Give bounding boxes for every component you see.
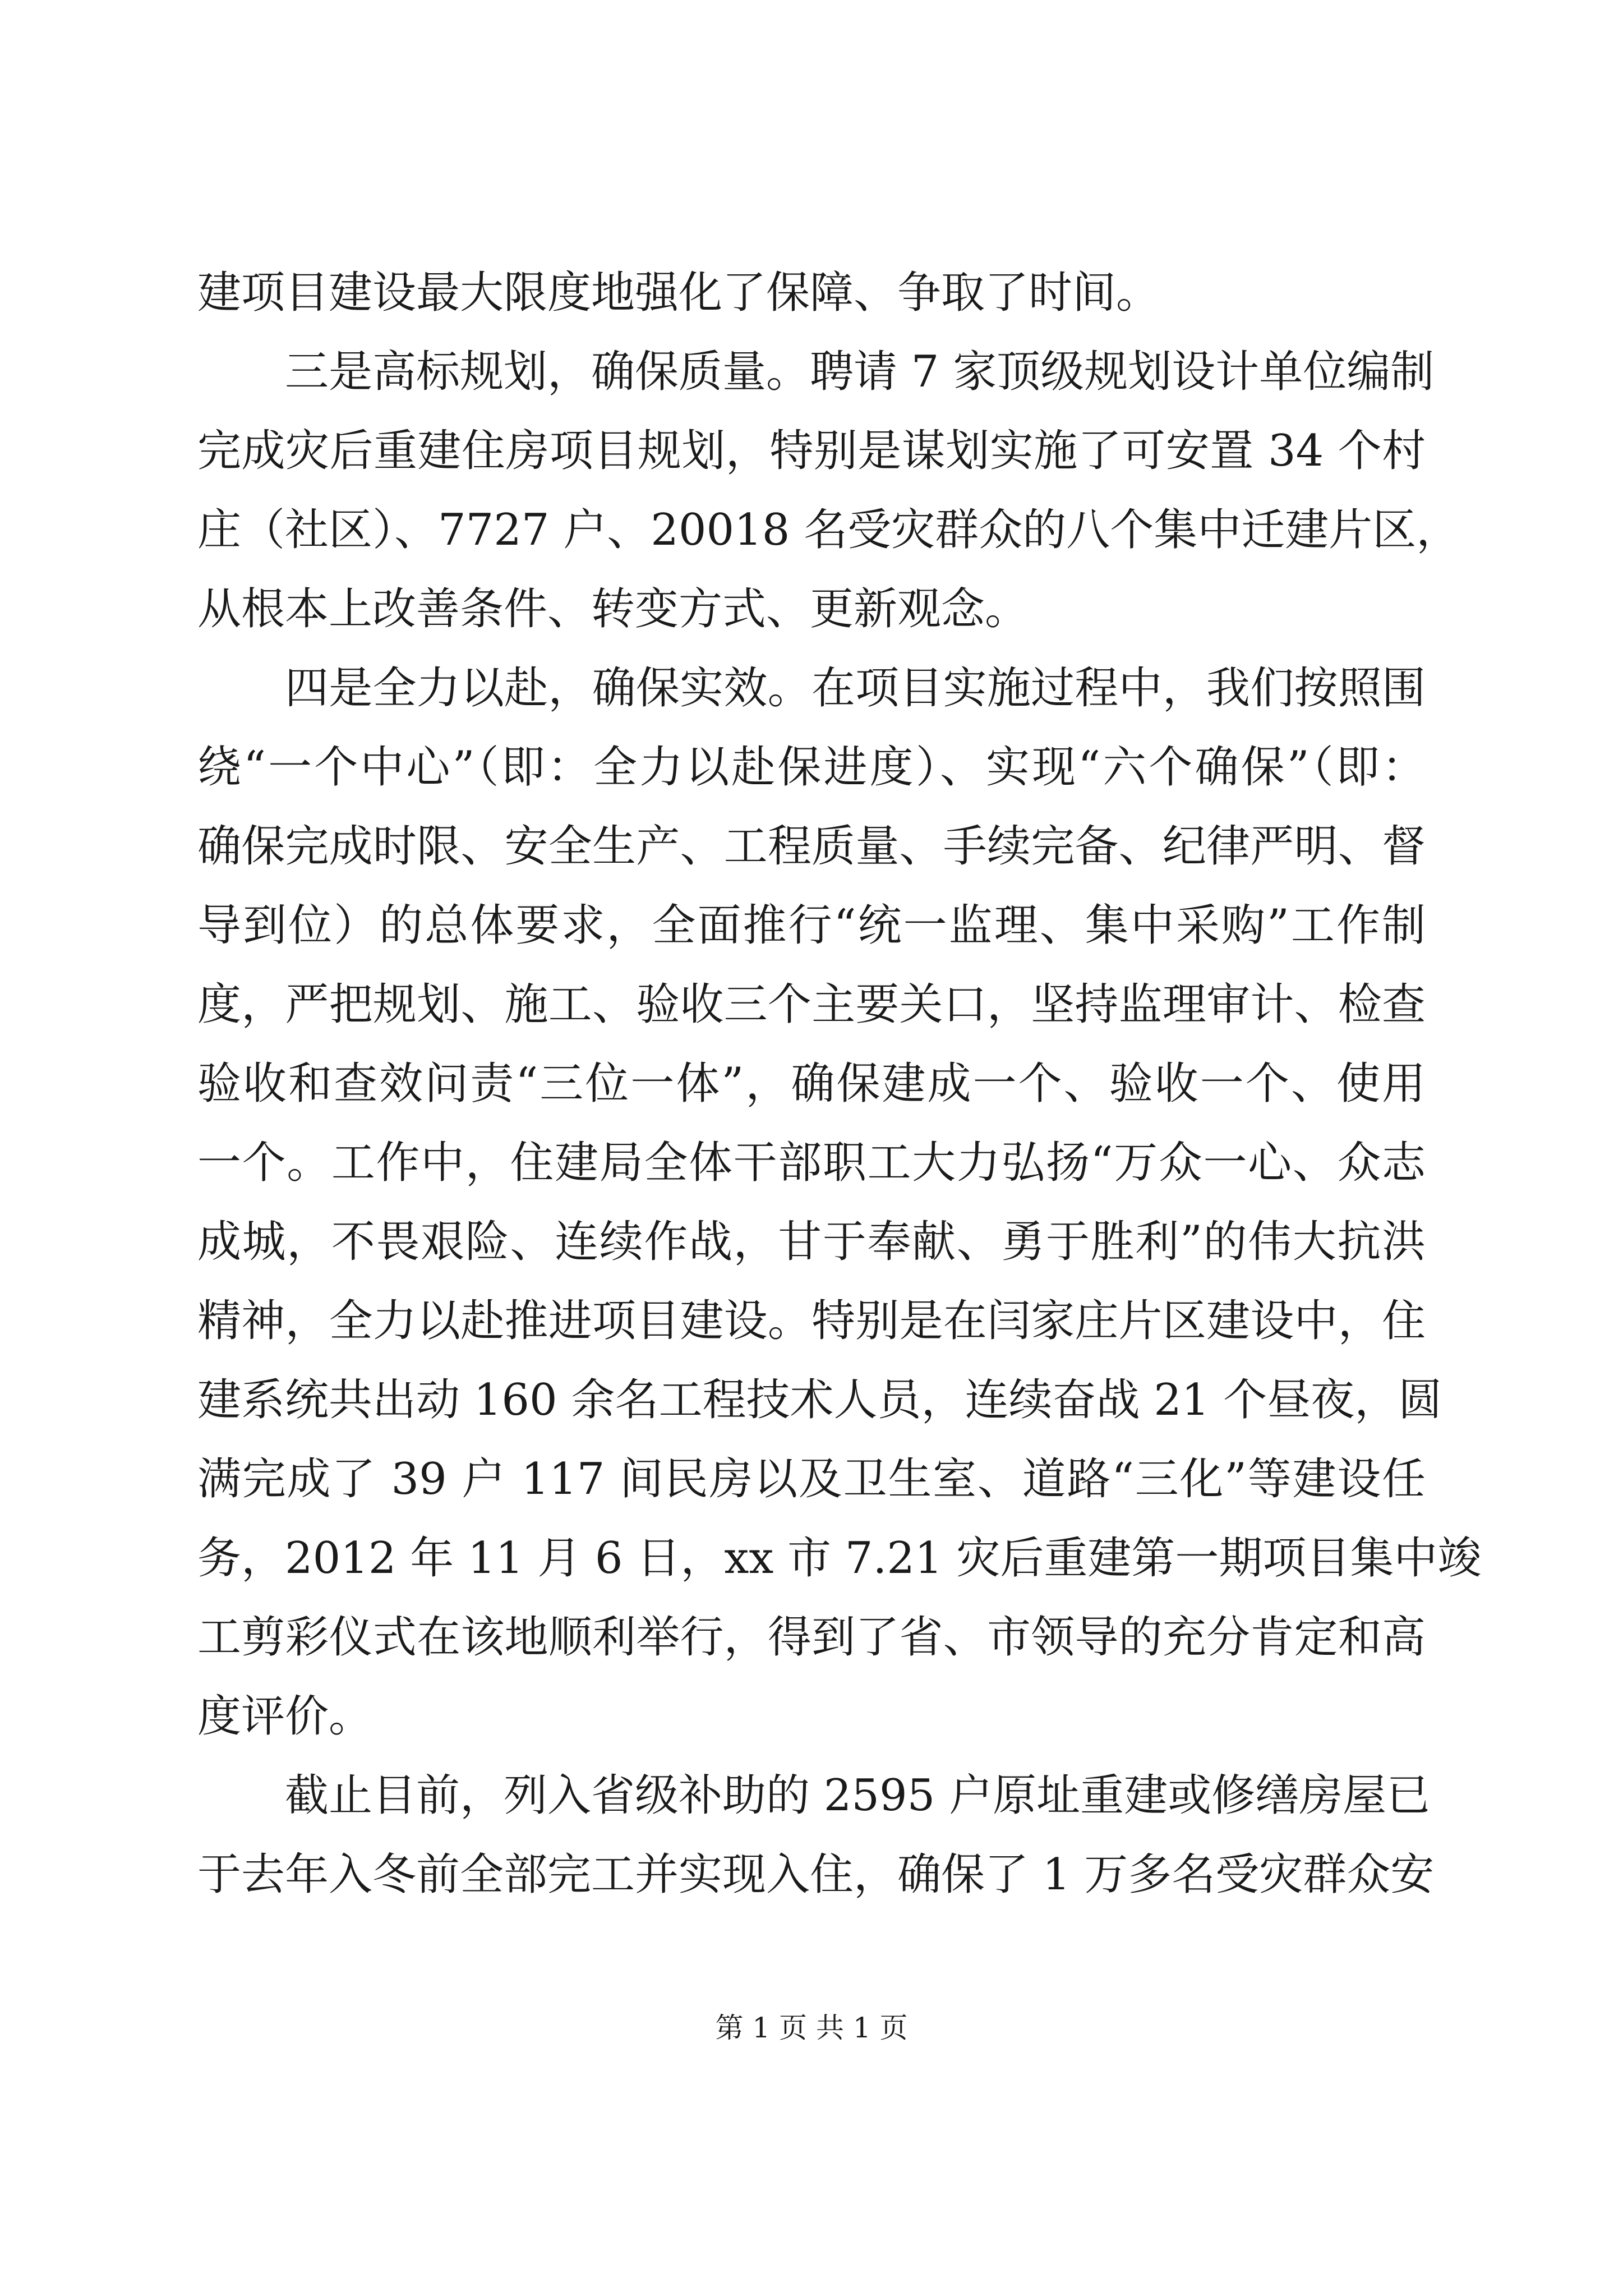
paragraph-first-line: 截止目前，列入省级补助的 2595 户原址重建或修缮房屋已 <box>285 1770 1431 1821</box>
text-line: 满完成了 39 户 117 间民房以及卫生室、道路“三化”等建设任 <box>197 1454 1426 1504</box>
text-line: 度评价。 <box>197 1691 373 1742</box>
text-line: 工剪彩仪式在该地顺利举行，得到了省、市领导的充分肯定和高 <box>197 1612 1426 1663</box>
text-line: 成城，不畏艰险、连续作战，甘于奉献、勇于胜利”的伟大抗洪 <box>197 1217 1426 1267</box>
text-line: 导到位）的总体要求，全面推行“统一监理、集中采购”工作制 <box>197 900 1426 951</box>
text-line: 建系统共出动 160 余名工程技术人员，连续奋战 21 个昼夜，圆 <box>197 1375 1442 1425</box>
text-line: 精神，全力以赴推进项目建设。特别是在闫家庄片区建设中，住 <box>197 1296 1426 1346</box>
text-line: 务，2012 年 11 月 6 日，xx 市 7.21 灾后重建第一期项目集中竣 <box>197 1533 1482 1584</box>
paragraph-first-line: 三是高标规划，确保质量。聘请 7 家顶级规划设计单位编制 <box>285 347 1435 397</box>
text-line: 从根本上改善条件、转变方式、更新观念。 <box>197 584 1029 634</box>
text-line: 度，严把规划、施工、验收三个主要关口，坚持监理审计、检查 <box>197 979 1426 1030</box>
text-line: 庄（社区）、7727 户、20018 名受灾群众的八个集中迁建片区， <box>197 505 1460 555</box>
text-line: 一个。工作中，住建局全体干部职工大力弘扬“万众一心、众志 <box>197 1138 1426 1188</box>
body-text <box>197 254 1482 1915</box>
text-line: 验收和查效问责“三位一体”，确保建成一个、验收一个、使用 <box>197 1059 1426 1109</box>
page-number-footer: 第 1 页 共 1 页 <box>715 2012 908 2044</box>
text-line: 绕“一个中心”（即：全力以赴保进度）、实现“六个确保”（即： <box>197 742 1426 793</box>
text-line: 完成灾后重建住房项目规划，特别是谋划实施了可安置 34 个村 <box>197 426 1426 476</box>
text-line: 于去年入冬前全部完工并实现入住，确保了 1 万多名受灾群众安 <box>197 1849 1435 1900</box>
text-line: 建项目建设最大限度地强化了保障、争取了时间。 <box>197 268 1160 318</box>
text-line: 确保完成时限、安全生产、工程质量、手续完备、纪律严明、督 <box>197 821 1426 872</box>
paragraph-first-line: 四是全力以赴，确保实效。在项目实施过程中，我们按照围 <box>285 663 1426 714</box>
